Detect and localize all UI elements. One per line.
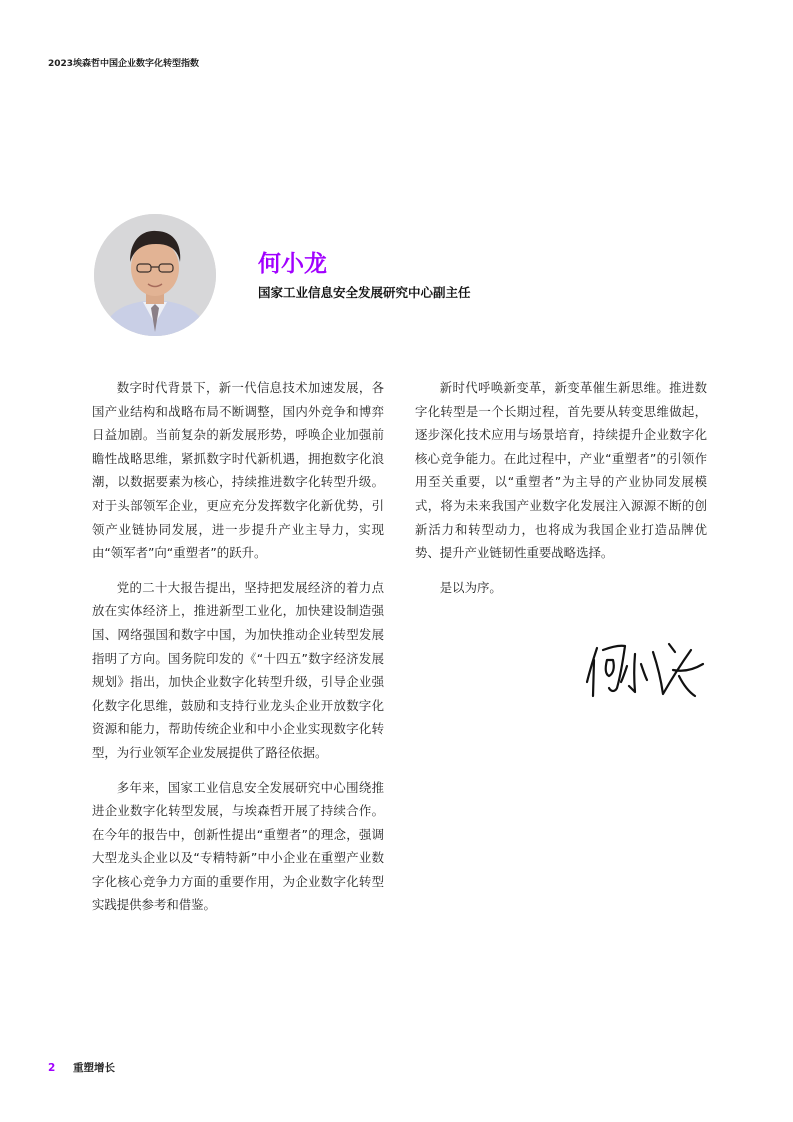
footer-section-label: 重塑增长 [72, 1062, 115, 1074]
portrait-photo [94, 214, 216, 336]
author-name: 何小龙 [258, 251, 327, 277]
paragraph: 党的二十大报告提出，坚持把发展经济的着力点放在实体经济上，推进新型工业化，加快建设制造强国、网络强国和数字中国，为加快推动企业转型发展指明了方向。国务院印发的《“十四五”数字经济发展规划》指出，加快企业数字化转型升级，引导企业强化数字化思维，鼓励和支持行业龙头企业开放数字化资源和能力，帮助传统企业和中小企业实现数字化转型，为行业领军企业发展提供了路径依据。 [92, 579, 384, 760]
running-header: 2023埃森哲中国企业数字化转型指数 [48, 59, 200, 69]
closing-line: 是以为序。 [439, 579, 502, 595]
page-footer [48, 1060, 115, 1075]
left-column [92, 376, 384, 928]
paragraph: 数字时代背景下，新一代信息技术加速发展，各国产业结构和战略布局不断调整，国内外竞争和博弈日益加剧。当前复杂的新发展形势，呼唤企业加强前瞻性战略思维，紧抓数字时代新机遇，拥抱数字化浪潮，以数据要素为核心，持续推进数字化转型升级。对于头部领军企业，更应充分发挥数字化新优势，引领产业链协同发展，进一步提升产业主导力，实现由“领军者”向“重塑者”的跃升。 [92, 380, 384, 561]
author-title: 国家工业信息安全发展研究中心副主任 [258, 285, 471, 300]
paragraph: 多年来，国家工业信息安全发展研究中心围绕推进企业数字化转型发展，与埃森哲开展了持续合作。在今年的报告中，创新性提出“重塑者”的理念，强调大型龙头企业以及“专精特新”中小企业在重塑产业数字化核心竞争力方面的重要作用，为企业数字化转型实践提供参考和借鉴。 [92, 779, 384, 913]
page-number: 2 [48, 1062, 56, 1074]
handwritten-signature [583, 630, 707, 700]
paragraph: 新时代呼唤新变革，新变革催生新思维。推进数字化转型是一个长期过程，首先要从转变思维做起，逐步深化技术应用与场景培育，持续提升企业数字化核心竞争能力。在此过程中，产业“重塑者”的引领作用至关重要，以“重塑者”为主导的产业协同发展模式，将为未来我国产业数字化发展注入源源不断的创新活力和转型动力，也将成为我国企业打造品牌优势、提升产业链韧性重要战略选择。 [415, 380, 707, 561]
right-column [415, 376, 707, 610]
portrait-photo-icon [94, 214, 216, 336]
